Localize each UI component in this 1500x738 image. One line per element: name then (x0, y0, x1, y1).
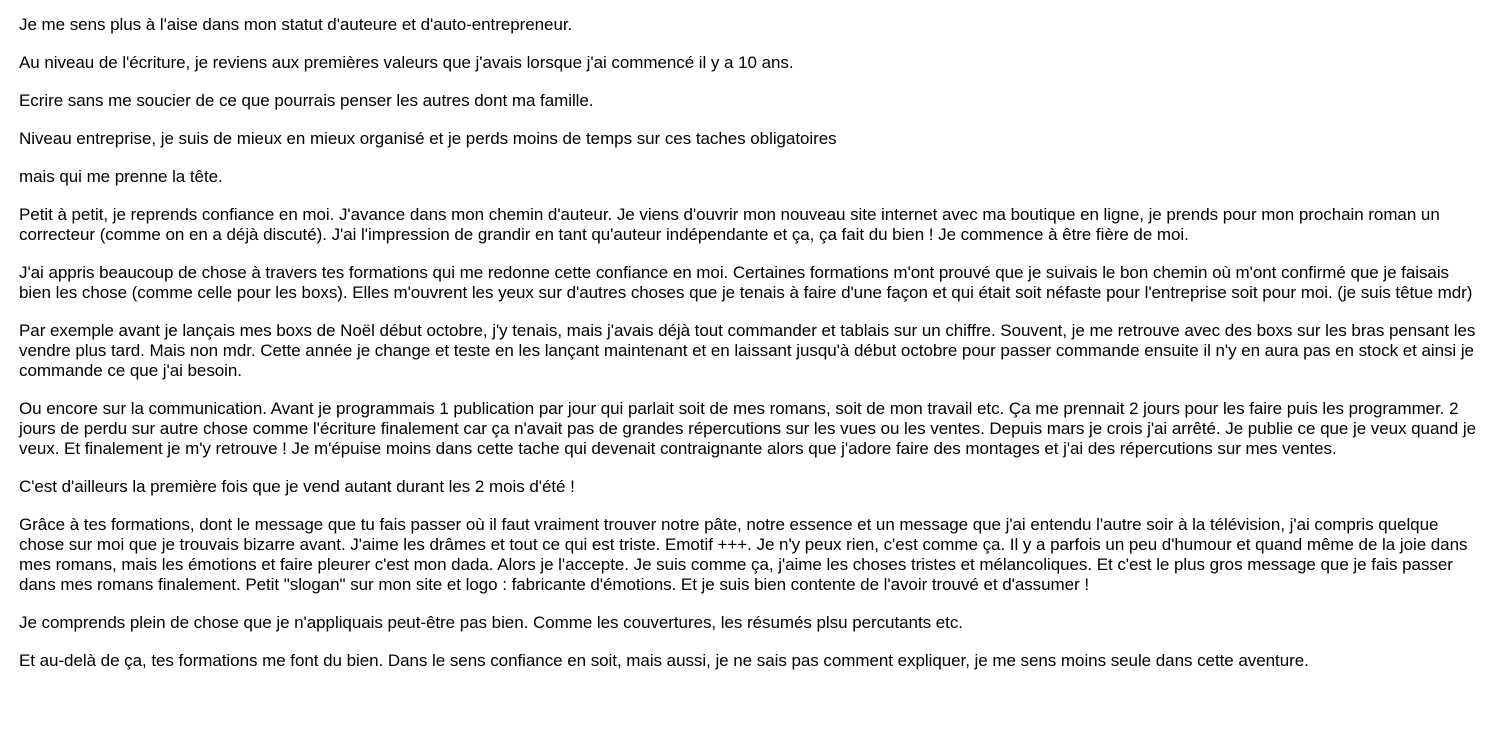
paragraph: C'est d'ailleurs la première fois que je vend autant durant les 2 mois d'été ! (19, 477, 575, 496)
paragraph: Grâce à tes formations, dont le message que tu fais passer où il faut vraiment trouver notre pâte, notre essence et un message que j'ai entendu l'autre soir à la télévision, j'ai compris quelque chose sur moi que je trouvais bizarre avant. J'aime les drâmes et tout ce qui est triste. Emotif +++. Je n'y peux rien, c'est comme ça. Il y a parfois un peu d'humour et quand même de la joie dans mes romans, mais les émotions et faire pleurer c'est mon dada. Alors je l'accepte. Je suis comme ça, j'aime les choses tristes et mélancoliques. Et c'est le plus gros message que je fais passer dans mes romans finalement. Petit "slogan" sur mon site et logo : fabricante d'émotions. Et je suis bien contente de l'avoir trouvé et d'assumer ! (19, 515, 1468, 594)
paragraph: Niveau entreprise, je suis de mieux en mieux organisé et je perds moins de temps sur ces taches obligatoires (19, 129, 837, 148)
paragraph: Ecrire sans me soucier de ce que pourrais penser les autres dont ma famille. (19, 91, 594, 110)
paragraph: J'ai appris beaucoup de chose à travers tes formations qui me redonne cette confiance en moi. Certaines formations m'ont prouvé que je suivais le bon chemin où m'ont confirmé que je faisais bien les chose (comme celle pour les boxs). Elles m'ouvrent les yeux sur d'autres choses que je tenais à faire d'une façon et qui était soit néfaste pour l'entreprise soit pour moi. (je suis têtue mdr) (19, 263, 1473, 302)
paragraph: Je comprends plein de chose que je n'appliquais peut-être pas bien. Comme les couvertures, les résumés plsu percutants etc. (19, 613, 963, 632)
paragraph: Au niveau de l'écriture, je reviens aux premières valeurs que j'avais lorsque j'ai commencé il y a 10 ans. (19, 53, 794, 72)
paragraph: Par exemple avant je lançais mes boxs de Noël début octobre, j'y tenais, mais j'avais déjà tout commander et tablais sur un chiffre. Souvent, je me retrouve avec des boxs sur les bras pensant les vendre plus tard. Mais non mdr. Cette année je change et teste en les lançant maintenant et en laissant jusqu'à début octobre pour passer commande ensuite il n'y en aura pas en stock et ainsi je commande ce que j'ai besoin. (19, 321, 1476, 380)
paragraph: Petit à petit, je reprends confiance en moi. J'avance dans mon chemin d'auteur. Je viens d'ouvrir mon nouveau site internet avec ma boutique en ligne, je prends pour mon prochain roman un correcteur (comme on en a déjà discuté). J'ai l'impression de grandir en tant qu'auteur indépendante et ça, ça fait du bien ! Je commence à être fière de moi. (19, 205, 1440, 244)
paragraph: mais qui me prenne la tête. (19, 167, 223, 186)
paragraph: Et au-delà de ça, tes formations me font du bien. Dans le sens confiance en soit, mais aussi, je ne sais pas comment expliquer, je me sens moins seule dans cette aventure. (19, 651, 1309, 670)
paragraph: Ou encore sur la communication. Avant je programmais 1 publication par jour qui parlait soit de mes romans, soit de mon travail etc. Ça me prennait 2 jours pour les faire puis les programmer. 2 jours de perdu sur autre chose comme l'écriture finalement car ça n'avait pas de grandes répercutions sur les vues ou les ventes. Depuis mars je crois j'ai arrêté. Je publie ce que je veux quand je veux. Et finalement je m'y retrouve ! Je m'épuise moins dans cette tache qui devenait contraignante alors que j'adore faire des montages et j'ai des répercutions sur mes ventes. (19, 399, 1476, 458)
paragraph: Je me sens plus à l'aise dans mon statut d'auteure et d'auto-entrepreneur. (19, 15, 573, 34)
